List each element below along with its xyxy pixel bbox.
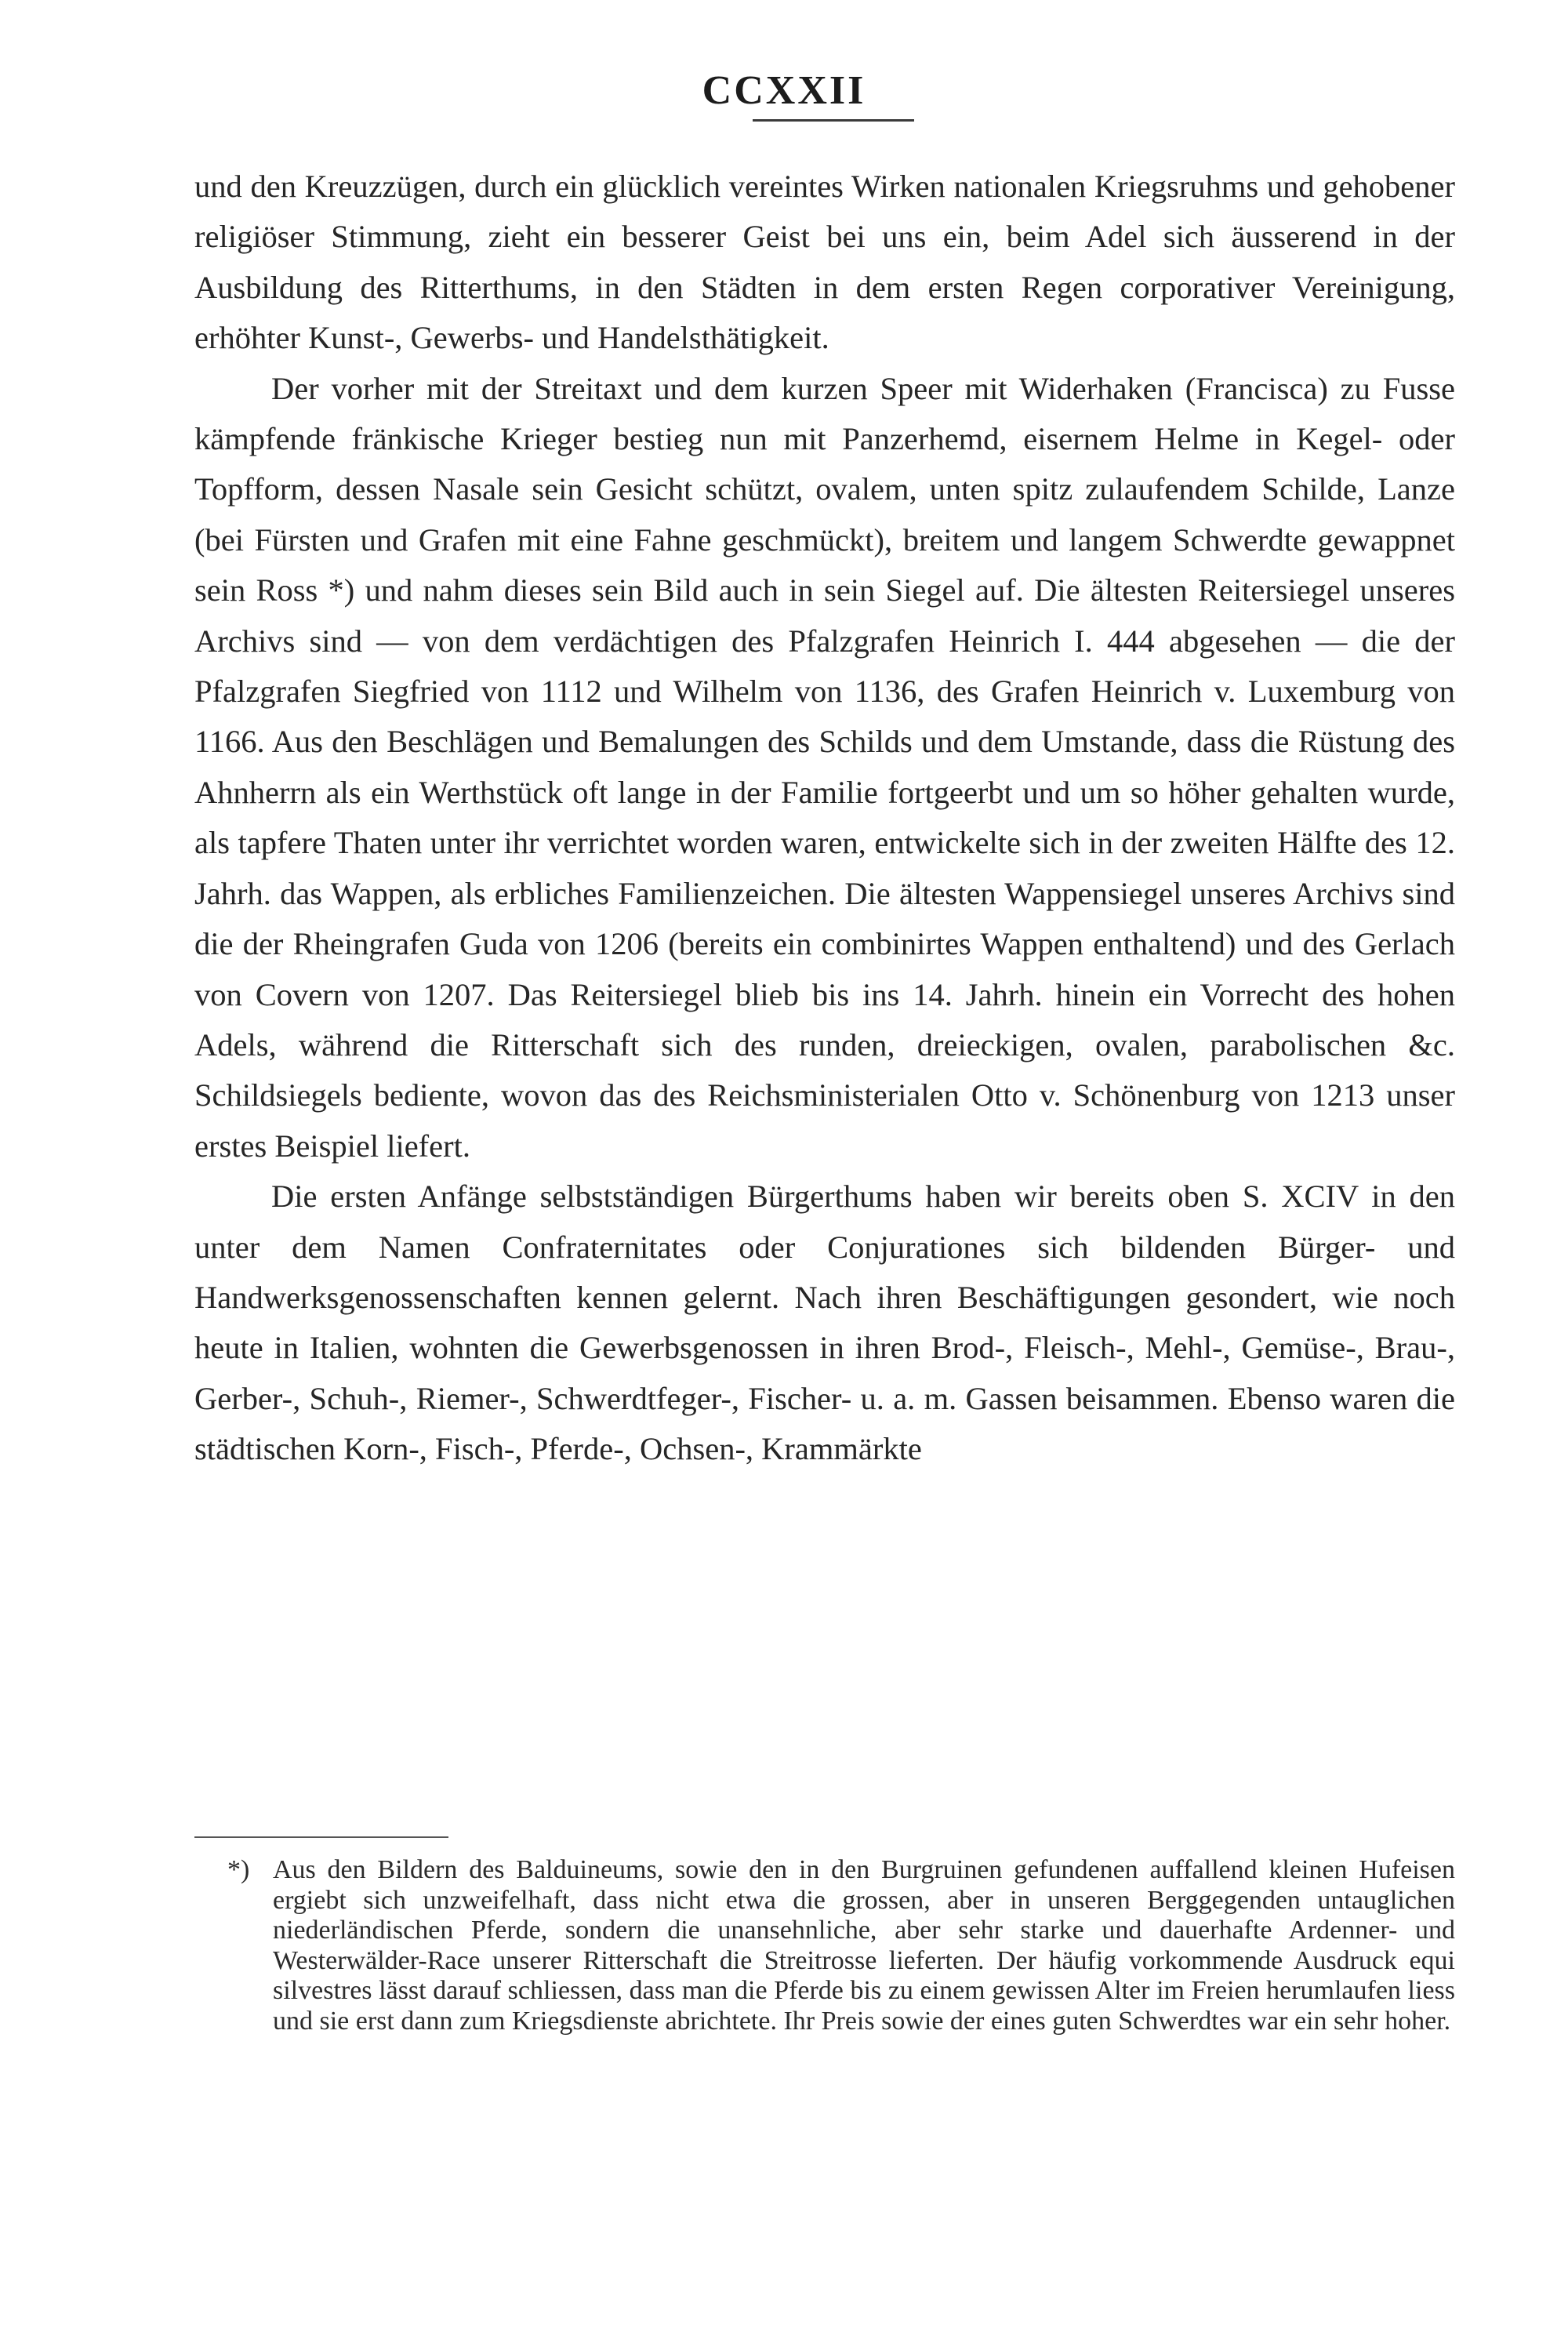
paragraph: Der vorher mit der Streitaxt und dem kurzen Speer mit Widerhaken (Francisca) zu Fusse kämpfende fränkische Krieger bestieg nun mit Panzerhemd, eisernem Helme in Kegel- oder Topfform, dessen Nasale sein Gesicht schützt, ovalem, unten spitz zulaufendem Schilde, Lanze (bei Fürsten und Grafen mit eine Fahne geschmückt), breitem und langem Schwerdte gewappnet sein Ross *) und nahm dieses sein Bild auch in sein Siegel auf. Die ältesten Reitersiegel unseres Archivs sind — von dem verdächtigen des Pfalzgrafen Heinrich I. 444 abgesehen — die der Pfalzgrafen Siegfried von 1112 und Wilhelm von 1136, des Grafen Heinrich v. Luxemburg von 1166. Aus den Beschlägen und Bemalungen des Schilds und dem Umstande, dass die Rüstung des Ahnherrn als ein Werthstück oft lange in der Familie fortgeerbt und um so höher gehalten wurde, als tapfere Thaten unter ihr verrichtet worden waren, entwickelte sich in der zweiten Hälfte des 12. Jahrh. das Wappen, als erbliches Familienzeichen. Die ältesten Wappensiegel unseres Archivs sind die der Rheingrafen Guda von 1206 (bereits ein combinirtes Wappen enthaltend) und des Gerlach von Covern von 1207. Das Reitersiegel blieb bis ins 14. Jahrh. hinein ein Vorrecht des hohen Adels, während die Ritterschaft sich des runden, dreieckigen, ovalen, parabolischen &c. Schildsiegels bediente, wovon das des Reichsministerialen Otto v. Schönenburg von 1213 unser erstes Beispiel liefert. [194,370,1455,1164]
footnote-marker: *) [227,1855,250,1884]
main-text [194,162,1455,1475]
page-number-underline [753,119,914,122]
footnote [227,1855,1455,2036]
paragraph: und den Kreuzzügen, durch ein glücklich vereintes Wirken nationalen Kriegsruhms und gehobener religiöser Stimmung, zieht ein besserer Geist bei uns ein, beim Adel sich äusserend in der Ausbildung des Ritterthums, in den Städten in dem ersten Regen corporativer Vereinigung, erhöhter Kunst-, Gewerbs- und Handelsthätigkeit. [194,169,1455,356]
page-number: CCXXII [702,68,866,113]
footnote-divider [194,1836,448,1838]
paragraph: Die ersten Anfänge selbstständigen Bürgerthums haben wir bereits oben S. XCIV in den unter dem Namen Confraternitates oder Conjurationes sich bildenden Bürger- und Handwerksgenossenschaften kennen gelernt. Nach ihren Beschäftigungen gesondert, wie noch heute in Italien, wohnten die Gewerbsgenossen in ihren Brod-, Fleisch-, Mehl-, Gemüse-, Brau-, Gerber-, Schuh-, Riemer-, Schwerdtfeger-, Fischer- u. a. m. Gassen beisammen. Ebenso waren die städtischen Korn-, Fisch-, Pferde-, Ochsen-, Krammärkte [194,1179,1455,1467]
footnote-text: Aus den Bildern des Balduineums, sowie den in den Burgruinen gefundenen auffallend kleinen Hufeisen ergiebt sich unzweifelhaft, dass nicht etwa die grossen, aber in unseren Berggegenden untauglichen niederländischen Pferde, sondern die unansehnliche, aber sehr starke und dauerhafte Ardenner- und Westerwälder-Race unserer Ritterschaft die Streitrosse lieferten. Der häufig vorkommende Ausdruck equi silvestres lässt darauf schliessen, dass man die Pferde bis zu einem gewissen Alter im Freien herumlaufen liess und sie erst dann zum Kriegsdienste abrichtete. Ihr Preis sowie der eines guten Schwerdtes war ein sehr hoher. [273,1855,1455,2036]
